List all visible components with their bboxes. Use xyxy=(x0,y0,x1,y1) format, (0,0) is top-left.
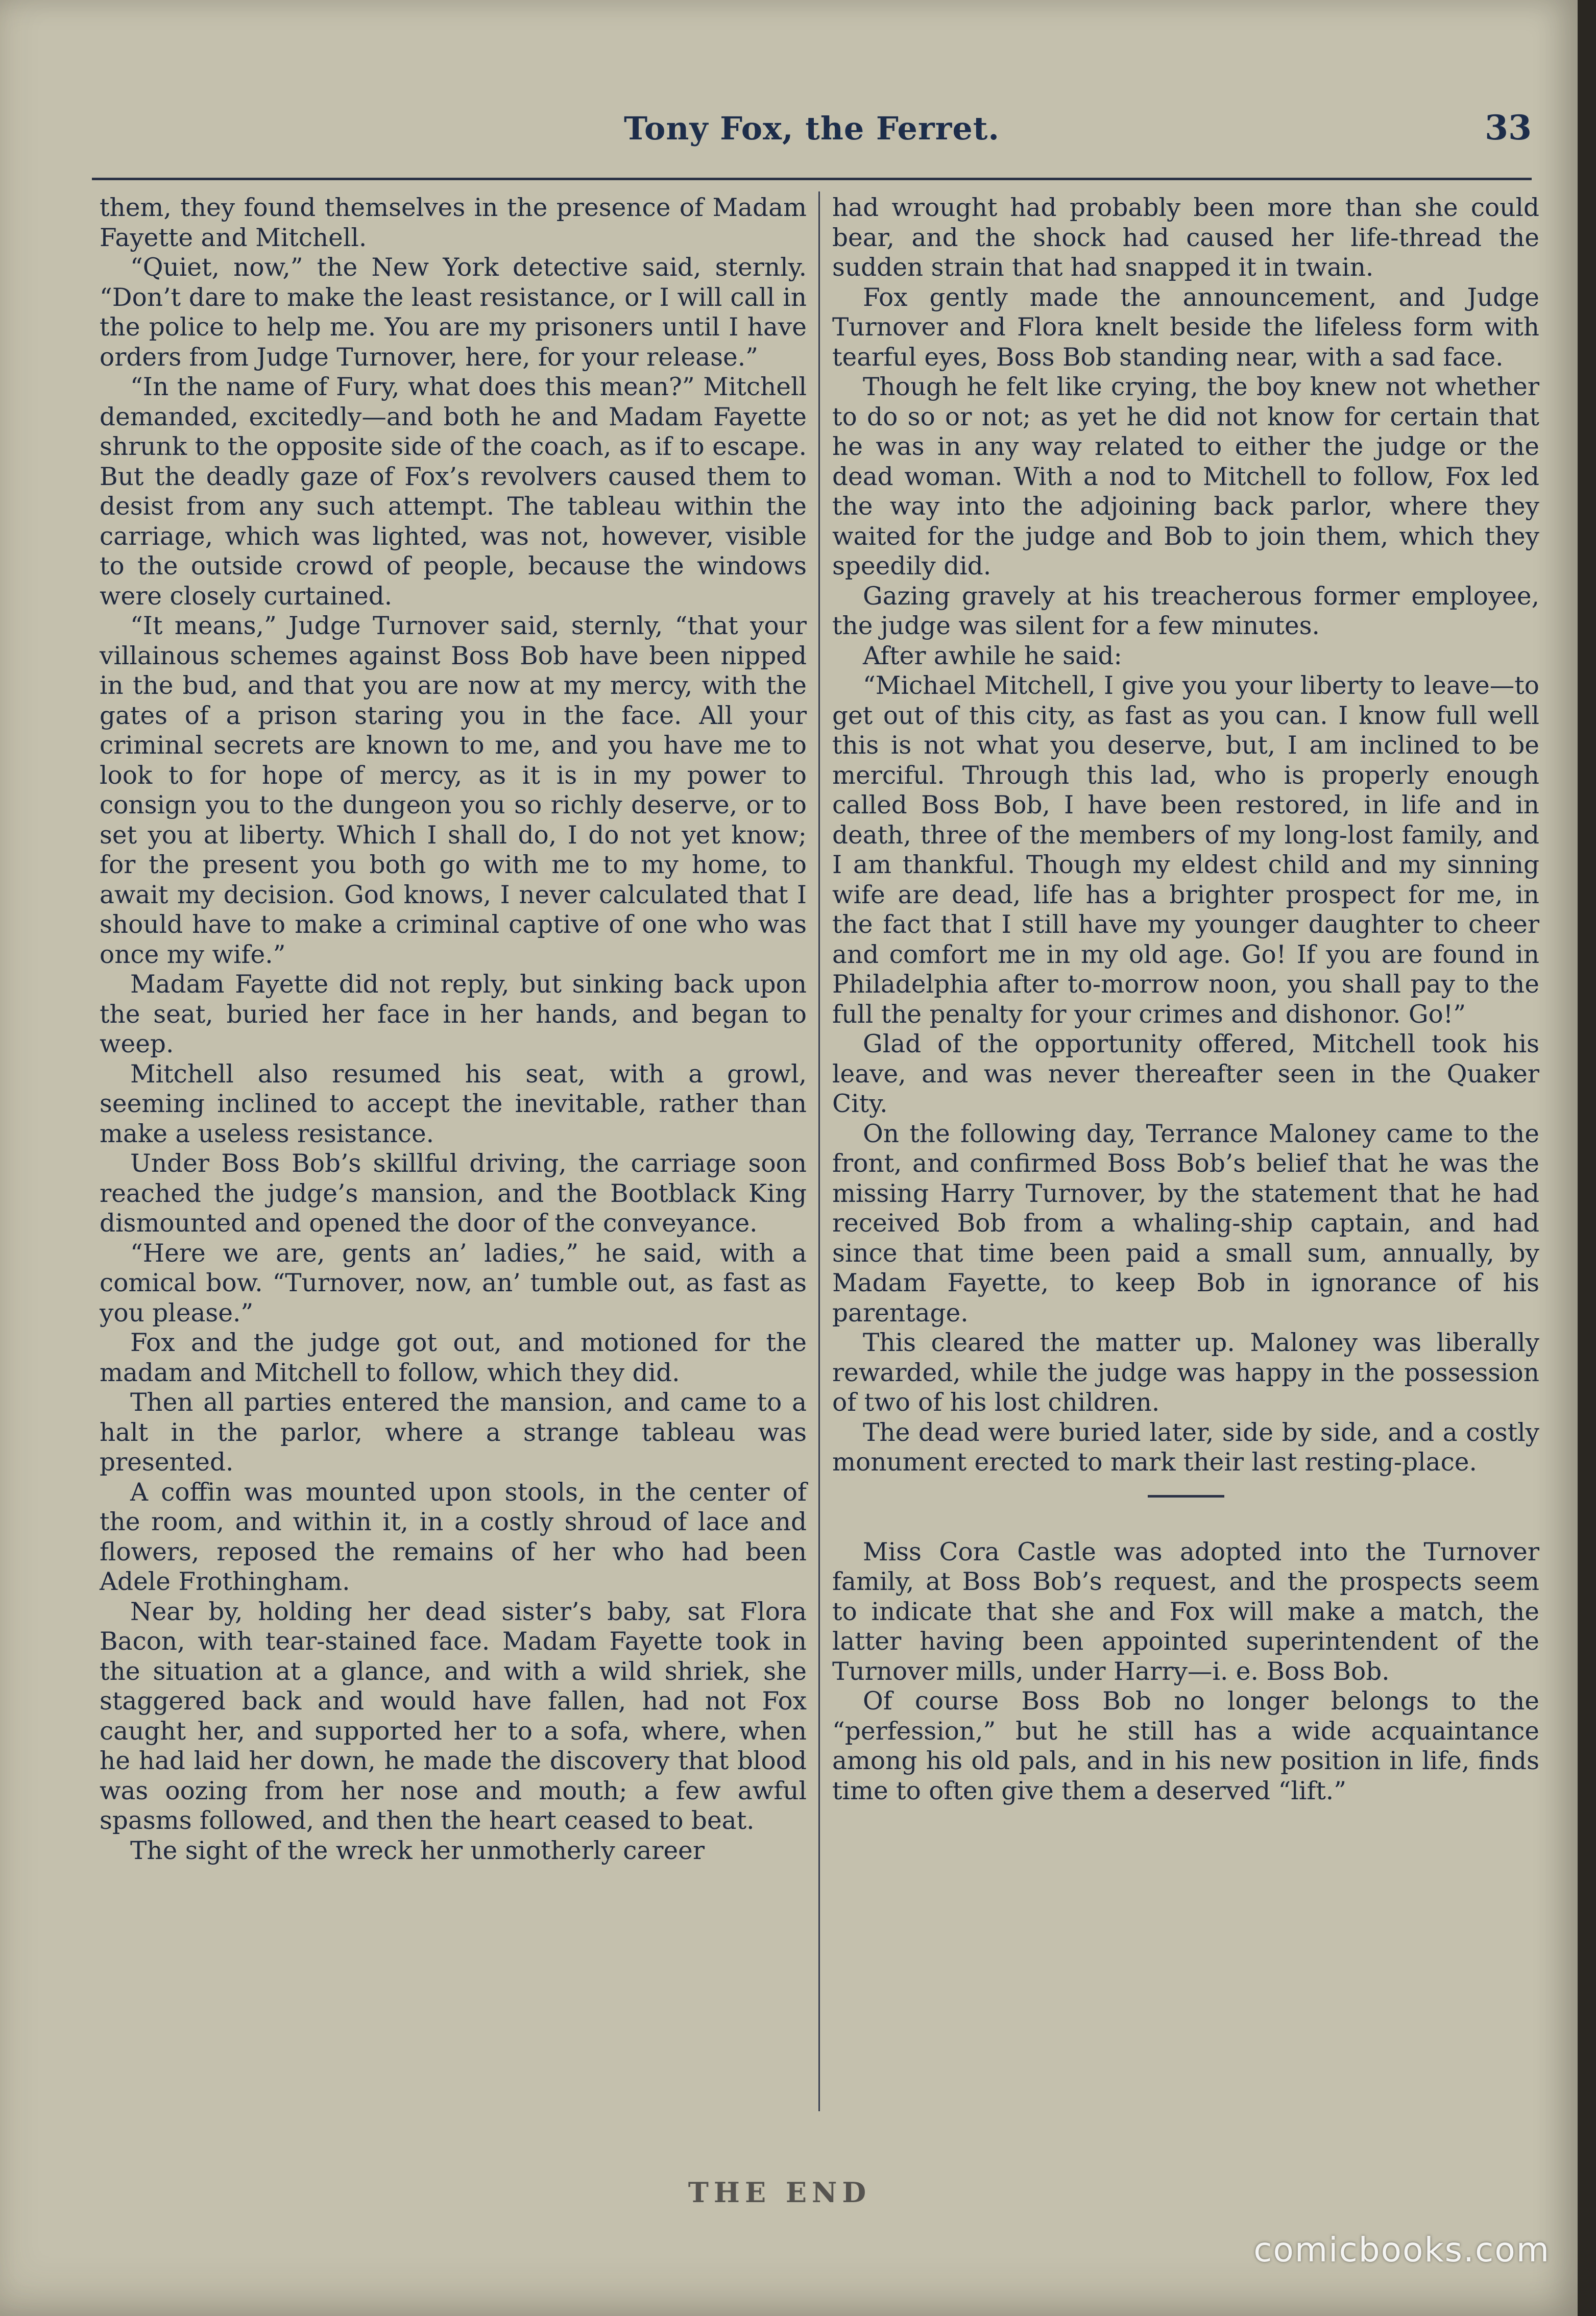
paragraph: Under Boss Bob’s skillful driving, the carriage soon reached the judge’s mansion, and the Bootblack King dismounted and opened the door of the conveyance. xyxy=(100,1149,807,1238)
left-column xyxy=(100,193,807,1866)
watermark: comicbooks.com xyxy=(1253,2230,1550,2270)
right-column xyxy=(832,193,1539,1806)
paragraph: A coffin was mounted upon stools, in the center of the room, and within it, in a costly shroud of lace and flowers, reposed the remains of her who had been Adele Frothingham. xyxy=(100,1478,807,1596)
page-title: Tony Fox, the Ferret. xyxy=(624,110,1000,147)
running-header xyxy=(92,105,1532,161)
page-number: 33 xyxy=(1485,108,1532,148)
the-end-label: THE END xyxy=(688,2176,872,2209)
header-rule xyxy=(92,178,1532,180)
paragraph: “Quiet, now,” the New York detective said, sternly. “Don’t dare to make the least resistance, or I will call in the police to help me. You are my prisoners until I have orders from Judge Turnover, here, for your release.” xyxy=(100,253,807,372)
paragraph: had wrought had probably been more than she could bear, and the shock had caused her life-thread the sudden strain that had snapped it in twain. xyxy=(832,194,1539,282)
section-rule xyxy=(1148,1495,1224,1498)
paragraph: The sight of the wreck her unmotherly career xyxy=(130,1836,705,1865)
paragraph: them, they found themselves in the presence of Madam Fayette and Mitchell. xyxy=(100,194,807,252)
paragraph: “In the name of Fury, what does this mean?” Mitchell demanded, excitedly—and both he and Madam Fayette shrunk to the opposite side of the coach, as if to escape. But the deadly gaze of Fox’s revolvers caused them to desist from any such attempt. The tableau within the carriage, which was lighted, was not, however, visible to the outside crowd of people, because the windows were closely curtained. xyxy=(100,373,807,611)
paragraph: Though he felt like crying, the boy knew not whether to do so or not; as yet he did not know for certain that he was in any way related to either the judge or the dead woman. With a nod to Mitchell to follow, Fox led the way into the adjoining back parlor, where they waited for the judge and Bob to join them, which they speedily did. xyxy=(832,373,1539,581)
paragraph: “It means,” Judge Turnover said, sternly, “that your villainous schemes against Boss Bob have been nipped in the bud, and that you are now at my mercy, with the gates of a prison staring you in the face. All your criminal secrets are known to me, and you have me to look to for hope of mercy, as it is in my power to consign you to the dungeon you so richly deserve, or to set you at liberty. Which I shall do, I do not yet know; for the present you both go with me to my home, to await my decision. God knows, I never calculated that I should have to make a criminal captive of one who was once my wife.” xyxy=(100,612,807,969)
paragraph: “Michael Mitchell, I give you your liberty to leave—to get out of this city, as fast as you can. I know full well this is not what you deserve, but, I am inclined to be merciful. Through this lad, who is properly enough called Boss Bob, I have been restored, in life and in death, three of the members of my long-lost family, and I am thankful. Though my eldest child and my sinning wife are dead, life has a brighter prospect for me, in the fact that I still have my younger daughter to cheer and comfort me in my old age. Go! If you are found in Philadelphia after to-morrow noon, you shall pay to the full the penalty for your crimes and dishonor. Go!” xyxy=(832,671,1539,1029)
paragraph: Near by, holding her dead sister’s baby, sat Flora Bacon, with tear-stained face. Madam Fayette took in the situation at a glance, and with a wild shriek, she staggered back and would have fallen, had not Fox caught her, and supported her to a sofa, where, when he had laid her down, he made the discovery that blood was oozing from her nose and mouth; a few awful spasms followed, and then the heart ceased to beat. xyxy=(100,1597,807,1835)
page-edge-shadow xyxy=(1578,0,1596,2316)
paragraph: After awhile he said: xyxy=(863,641,1122,670)
paragraph: Fox and the judge got out, and motioned for the madam and Mitchell to follow, which they did. xyxy=(100,1329,807,1387)
paragraph: Gazing gravely at his treacherous former employee, the judge was silent for a few minutes. xyxy=(832,582,1539,640)
paragraph: The dead were buried later, side by side, and a costly monument erected to mark their last resting-place. xyxy=(832,1418,1539,1477)
paragraph: This cleared the matter up. Maloney was liberally rewarded, while the judge was happy in the possession of two of his lost children. xyxy=(832,1329,1539,1417)
paragraph: Miss Cora Castle was adopted into the Turnover family, at Boss Bob’s request, and the prospects seem to indicate that she and Fox will make a match, the latter having been appointed superintendent of the Turnover mills, under Harry—i. e. Boss Bob. xyxy=(832,1537,1539,1686)
paragraph: Fox gently made the announcement, and Judge Turnover and Flora knelt beside the lifeless form with tearful eyes, Boss Bob standing near, with a sad face. xyxy=(832,283,1539,372)
paragraph: On the following day, Terrance Maloney came to the front, and confirmed Boss Bob’s belief that he was the missing Harry Turnover, by the statement that he had received Bob from a whaling-ship captain, and had since that time been paid a small sum, annually, by Madam Fayette, to keep Bob in ignorance of his parentage. xyxy=(832,1119,1539,1328)
paragraph: Madam Fayette did not reply, but sinking back upon the seat, buried her face in her hands, and began to weep. xyxy=(100,970,807,1058)
paragraph: Then all parties entered the mansion, and came to a halt in the parlor, where a strange tableau was presented. xyxy=(100,1388,807,1477)
paragraph: Of course Boss Bob no longer belongs to the “perfession,” but he still has a wide acquaintance among his old pals, and in his new position in life, finds time to often give them a deserved “lift.” xyxy=(832,1687,1539,1805)
column-divider xyxy=(818,191,820,2111)
paragraph: “Here we are, gents an’ ladies,” he said, with a comical bow. “Turnover, now, an’ tumble out, as fast as you please.” xyxy=(100,1239,807,1328)
paragraph: Mitchell also resumed his seat, with a growl, seeming inclined to accept the inevitable, rather than make a useless resistance. xyxy=(100,1059,807,1148)
paragraph: Glad of the opportunity offered, Mitchell took his leave, and was never thereafter seen in the Quaker City. xyxy=(832,1030,1539,1118)
